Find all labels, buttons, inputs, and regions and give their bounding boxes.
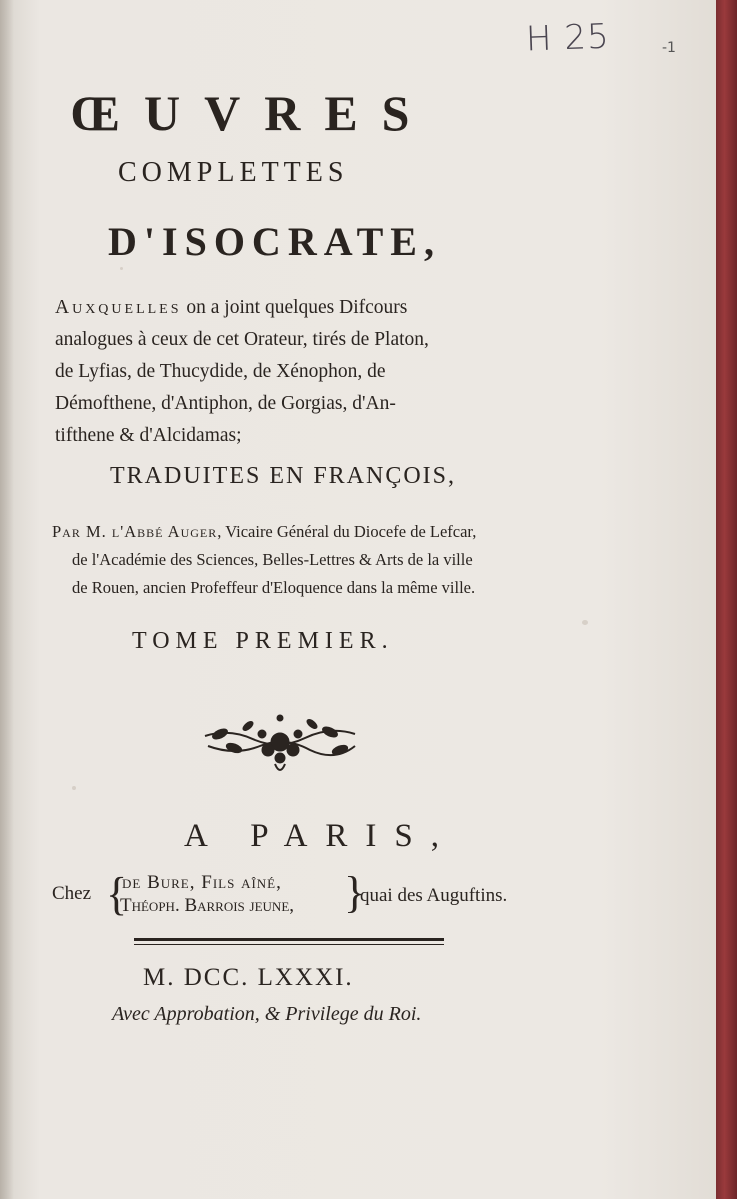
spine-shadow <box>0 0 14 1199</box>
publisher-line-2: Théoph. Barrois jeune, <box>120 895 295 916</box>
work-title: ŒUVRES <box>70 85 434 141</box>
double-rule-top <box>134 938 444 941</box>
floral-ornament-icon <box>200 706 360 778</box>
right-brace-icon: } <box>344 868 366 917</box>
description-line: analogues à ceux de cet Orateur, tirés de Platon, <box>55 329 429 350</box>
privilege-line: Avec Approbation, & Privilege du Roi. <box>112 1003 422 1025</box>
work-subtitle: COMPLETTES <box>118 157 349 188</box>
publisher-address: quai des Auguftins. <box>360 885 508 906</box>
description-line: Démofthene, d'Antiphon, de Gorgias, d'An- <box>55 393 396 414</box>
translator-paragraph <box>52 518 542 602</box>
description-lead: Auxquelles <box>55 297 182 318</box>
description-paragraph <box>55 292 533 452</box>
translator-line: de Rouen, ancien Profeffeur d'Eloquence dans la même ville. <box>72 578 476 597</box>
description-line: de Lyfias, de Thucydide, de Xénophon, de <box>55 361 386 382</box>
volume-label: TOME PREMIER. <box>132 628 394 654</box>
left-brace-icon: { <box>106 868 128 921</box>
book-edge <box>716 0 737 1199</box>
foxing-spot <box>72 786 76 790</box>
imprint-place: A PARIS, <box>184 818 458 854</box>
description-line: tifthene & d'Alcidamas; <box>55 425 242 446</box>
publisher-block <box>52 870 572 930</box>
foxing-spot <box>582 620 588 625</box>
author-name: D'ISOCRATE, <box>108 219 441 264</box>
foxing-spot <box>120 267 123 270</box>
translator-line: de l'Académie des Sciences, Belles-Lettres & Arts de la ville <box>72 550 473 569</box>
translator-lead: Par M. l'Abbé Auger <box>52 522 218 541</box>
shelfmark: H 25 <box>525 16 611 60</box>
double-rule-bottom <box>134 944 444 945</box>
shelfmark-dash: -1 <box>662 40 676 56</box>
description-line: Auxquelles on a joint quelques Difcours <box>55 297 408 318</box>
imprint-date: M. DCC. LXXXI. <box>143 964 354 991</box>
publisher-line-1: de Bure, Fils aîné, <box>122 872 282 893</box>
translator-line: Par M. l'Abbé Auger, Vicaire Général du Diocefe de Lefcar, <box>52 522 477 541</box>
publisher-chez: Chez <box>52 883 92 904</box>
translation-heading: TRADUITES EN FRANÇOIS, <box>110 463 457 489</box>
